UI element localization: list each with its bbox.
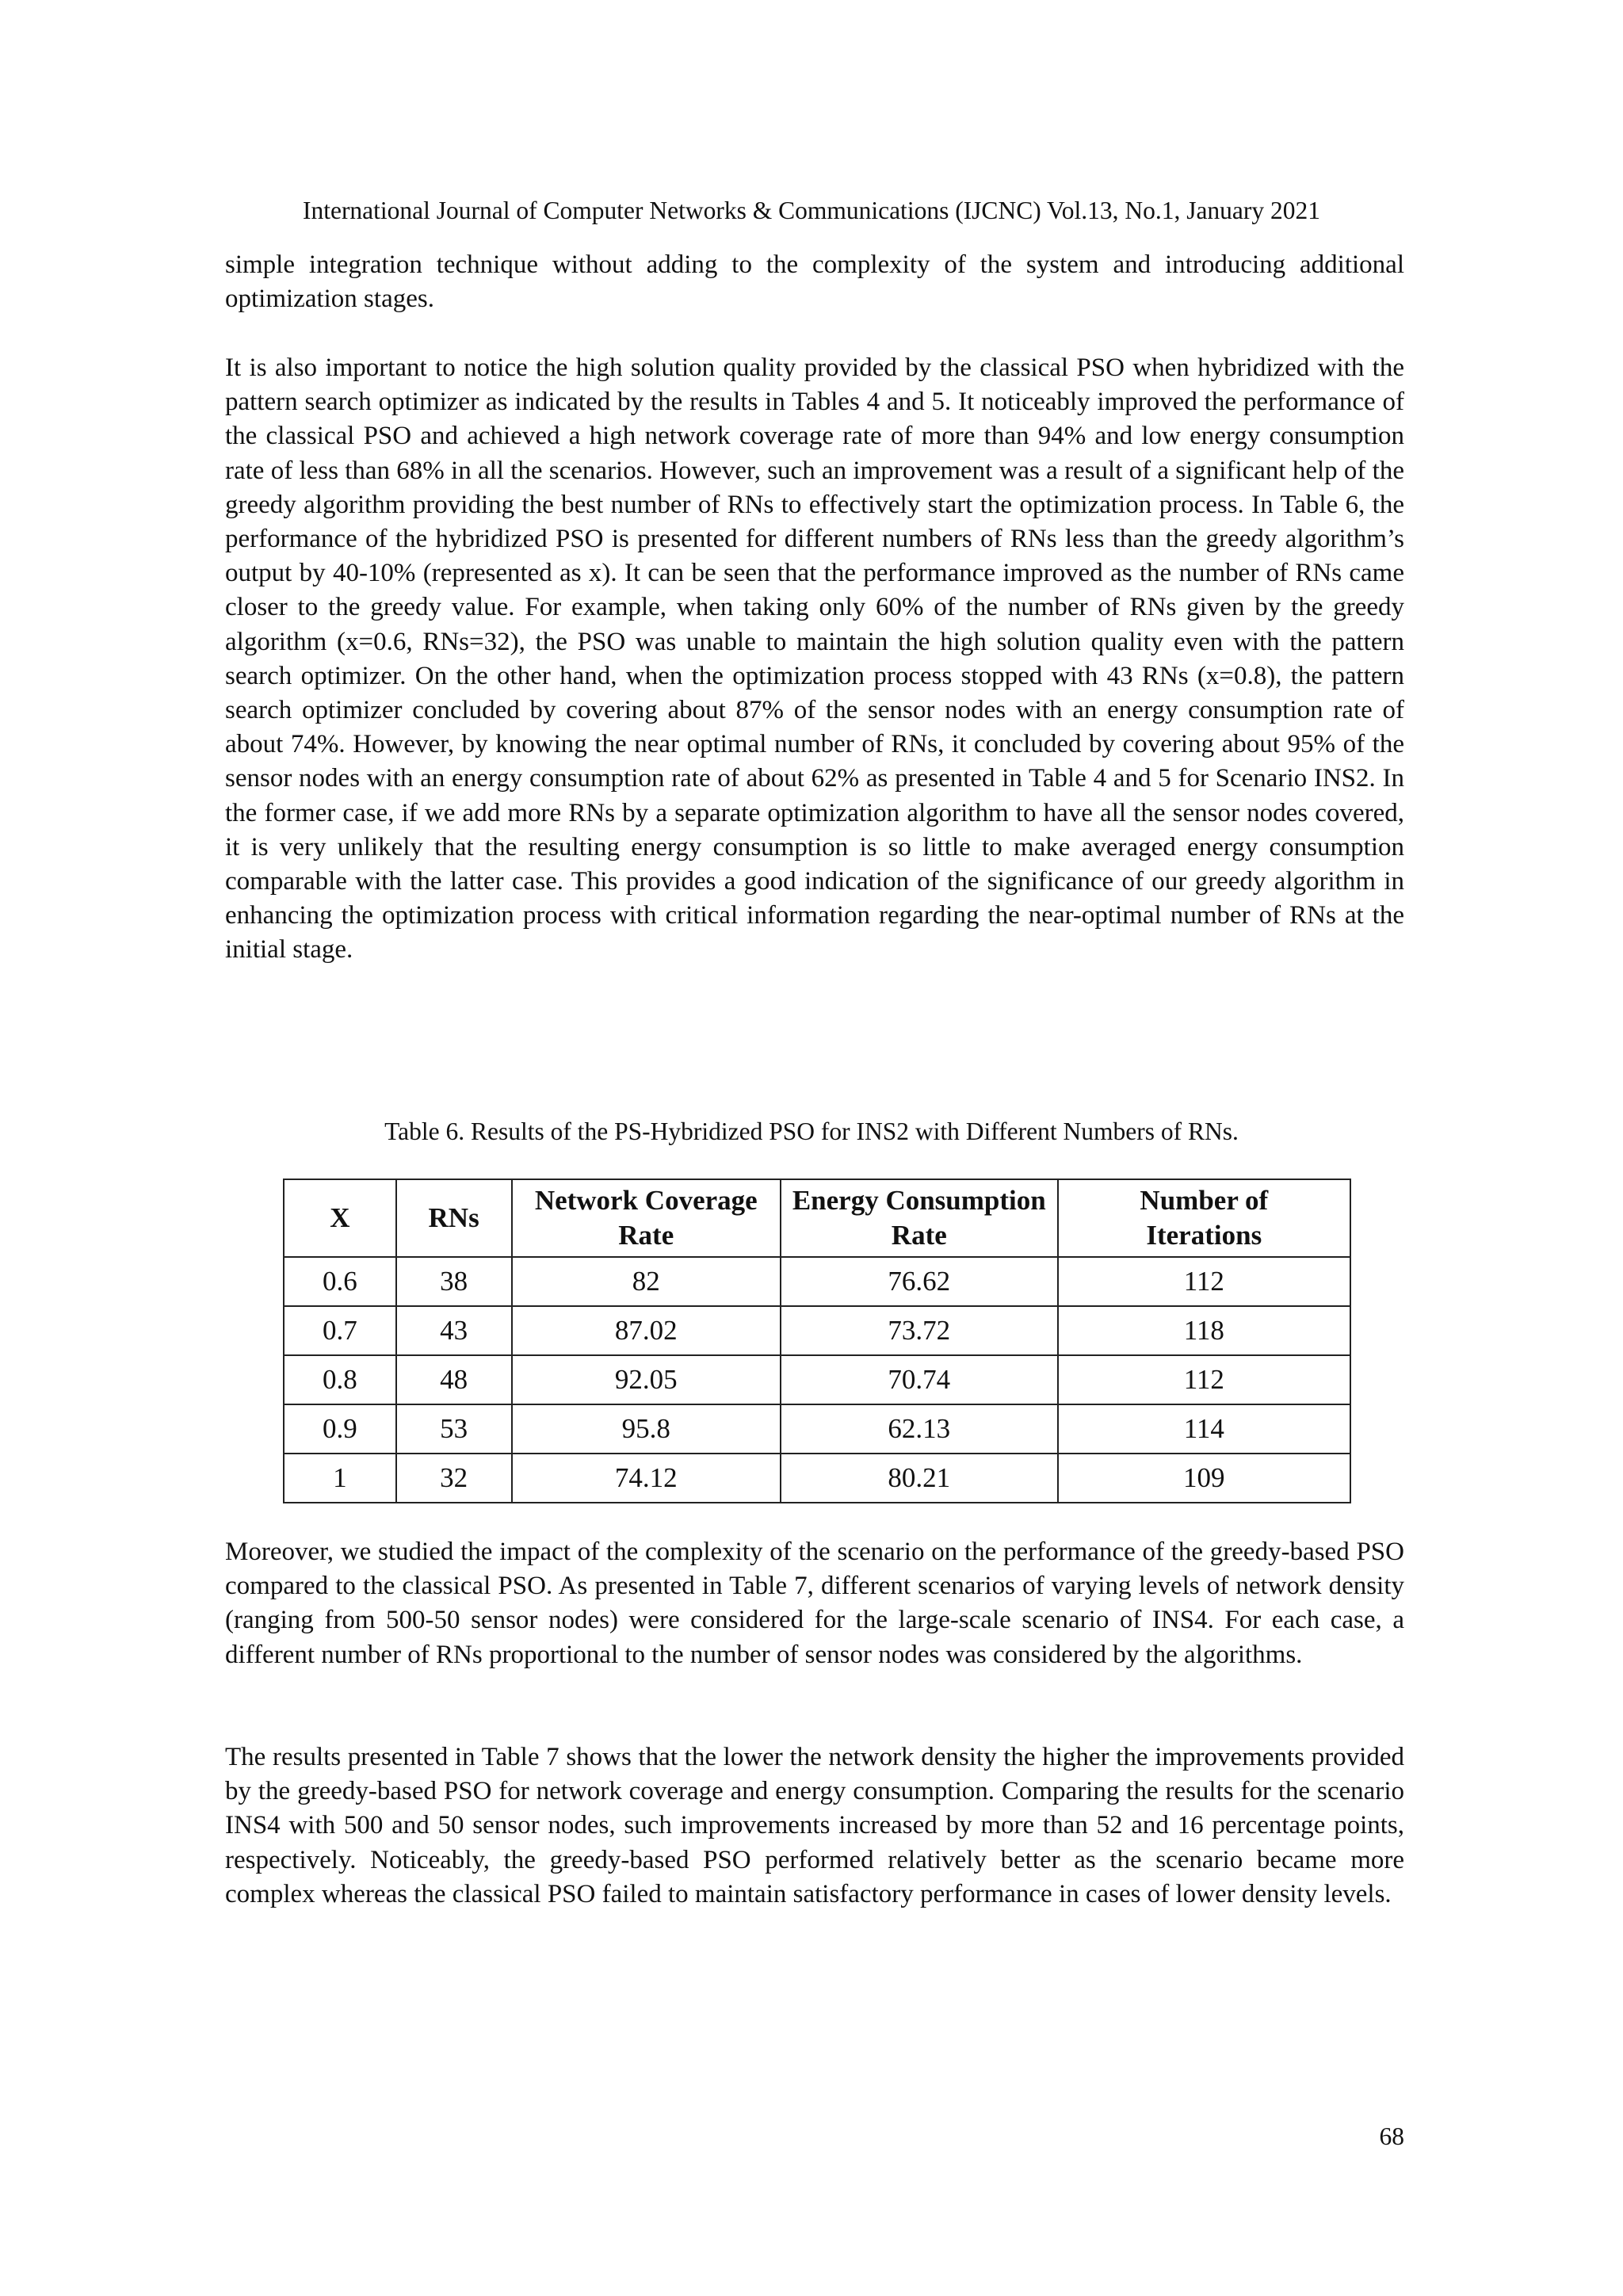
column-header-rns-label: RNs <box>428 1202 479 1233</box>
cell-coverage: 82 <box>512 1257 781 1306</box>
cell-energy: 62.13 <box>781 1404 1058 1454</box>
cell-rns: 32 <box>396 1454 512 1503</box>
column-header-x-label: X <box>330 1202 350 1233</box>
cell-energy: 80.21 <box>781 1454 1058 1503</box>
table-row <box>284 1404 1350 1454</box>
cell-iterations: 112 <box>1058 1355 1350 1404</box>
running-header: International Journal of Computer Networks & Communications (IJCNC) Vol.13, No.1, January 2021 <box>302 197 1321 224</box>
column-header-iterations-line2: Iterations <box>1146 1220 1262 1251</box>
cell-iterations: 118 <box>1058 1306 1350 1355</box>
cell-x: 1 <box>284 1454 396 1503</box>
column-header-energy <box>781 1179 1058 1257</box>
table-row <box>284 1454 1350 1503</box>
cell-rns: 48 <box>396 1355 512 1404</box>
column-header-coverage <box>512 1179 781 1257</box>
paragraph-pattern-search: It is also important to notice the high solution quality provided by the classical PSO when hybridized with the pattern search optimizer as indicated by the results in Tables 4 and 5. It noticeably improved the performance of the classical PSO and achieved a high network coverage rate of more than 94% and low energy consumption rate of less than 68% in all the scenarios. However, such an improvement was a result of a significant help of the greedy algorithm providing the best number of RNs to effectively start the optimization process. In Table 6, the performance of the hybridized PSO is presented for different numbers of RNs less than the greedy algorithm’s output by 40-10% (represented as x). It can be seen that the performance improved as the number of RNs came closer to the greedy value. For example, when taking only 60% of the number of RNs given by the greedy algorithm (x=0.6, RNs=32), the PSO was unable to maintain the high solution quality even with the pattern search optimizer. On the other hand, when the optimization process stopped with 43 RNs (x=0.8), the pattern search optimizer concluded by covering about 87% of the sensor nodes with an energy consumption rate of about 74%. However, by knowing the near optimal number of RNs, it concluded by covering about 95% of the sensor nodes with an energy consumption rate of about 62% as presented in Table 4 and 5 for Scenario INS2. In the former case, if we add more RNs by a separate optimization algorithm to have all the sensor nodes covered, it is very unlikely that the resulting energy consumption is so little to make averaged energy consumption comparable with the latter case. This provides a good indication of the significance of our greedy algorithm in enhancing the optimization process with critical information regarding the near-optimal number of RNs at the initial stage. <box>225 353 1404 965</box>
cell-iterations: 112 <box>1058 1257 1350 1306</box>
paragraph-complexity-impact: Moreover, we studied the impact of the complexity of the scenario on the performance of the greedy-based PSO compared to the classical PSO. As presented in Table 7, different scenarios of varying levels of network density (ranging from 500-50 sensor nodes) were considered for the large-scale scenario of INS4. For each case, a different number of RNs proportional to the number of sensor nodes was considered by the algorithms. <box>225 1538 1404 1669</box>
table-row <box>284 1306 1350 1355</box>
cell-coverage: 87.02 <box>512 1306 781 1355</box>
paragraph-table7-results: The results presented in Table 7 shows that the lower the network density the higher the improvements provided by the greedy-based PSO for network coverage and energy consumption. Comparing the results for the scenario INS4 with 500 and 50 sensor nodes, such improvements increased by more than 52 and 16 percentage points, respectively. Noticeably, the greedy-based PSO performed relatively better as the scenario became more complex whereas the classical PSO failed to maintain satisfactory performance in cases of lower density levels. <box>225 1743 1404 1908</box>
cell-iterations: 114 <box>1058 1404 1350 1454</box>
cell-iterations: 109 <box>1058 1454 1350 1503</box>
cell-coverage: 92.05 <box>512 1355 781 1404</box>
cell-rns: 38 <box>396 1257 512 1306</box>
cell-energy: 70.74 <box>781 1355 1058 1404</box>
table-row <box>284 1257 1350 1306</box>
cell-coverage: 95.8 <box>512 1404 781 1454</box>
cell-rns: 53 <box>396 1404 512 1454</box>
table-caption: Table 6. Results of the PS-Hybridized PSO for INS2 with Different Numbers of RNs. <box>384 1117 1239 1145</box>
cell-x: 0.6 <box>284 1257 396 1306</box>
cell-rns: 43 <box>396 1306 512 1355</box>
paragraph-continuation: simple integration technique without adding to the complexity of the system and introducing additional optimization stages. <box>225 250 1404 314</box>
cell-x: 0.8 <box>284 1355 396 1404</box>
column-header-iterations <box>1058 1179 1350 1257</box>
cell-energy: 76.62 <box>781 1257 1058 1306</box>
cell-energy: 73.72 <box>781 1306 1058 1355</box>
table-header-row <box>284 1179 1350 1257</box>
cell-coverage: 74.12 <box>512 1454 781 1503</box>
table-row <box>284 1355 1350 1404</box>
column-header-x <box>284 1179 396 1257</box>
column-header-iterations-line1: Number of <box>1140 1185 1269 1216</box>
cell-x: 0.7 <box>284 1306 396 1355</box>
column-header-energy-line1: Energy Consumption <box>792 1185 1046 1216</box>
results-table <box>283 1179 1351 1503</box>
column-header-coverage-line2: Rate <box>618 1220 674 1251</box>
column-header-energy-line2: Rate <box>891 1220 947 1251</box>
column-header-coverage-line1: Network Coverage <box>534 1185 758 1216</box>
column-header-rns <box>396 1179 512 1257</box>
page-number: 68 <box>1379 2122 1404 2150</box>
cell-x: 0.9 <box>284 1404 396 1454</box>
